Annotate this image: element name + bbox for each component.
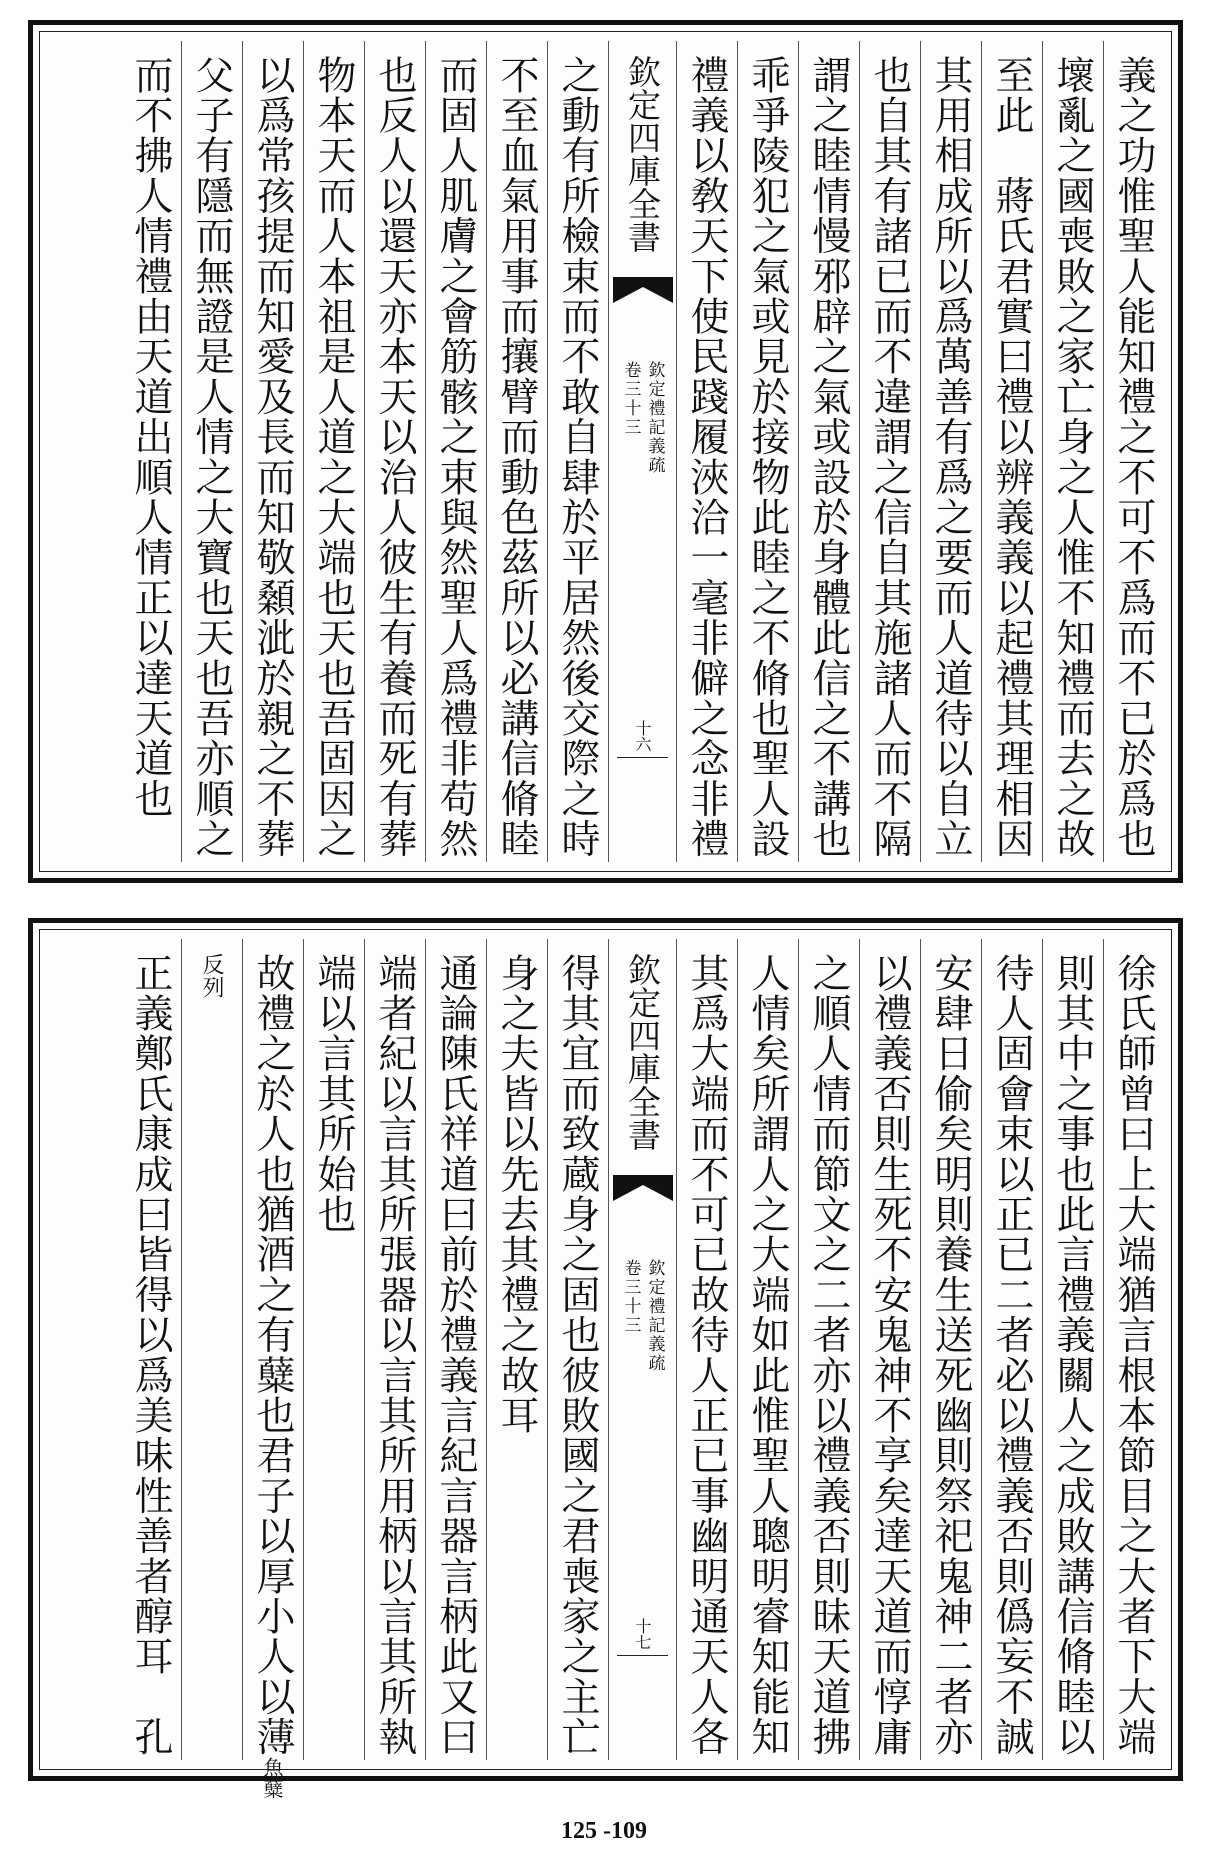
text-column: 正義鄭氏康成曰皆得以爲美味性善者醇耳 孔 [128, 953, 173, 1757]
text-columns-top [47, 41, 1164, 862]
text-column: 之順人情而節文之二者亦以禮義否則昧天道拂 [798, 939, 859, 1760]
text-column: 安肆日偷矣明則養生送死幽則祭祀鬼神二者亦 [920, 939, 981, 1760]
leaf-rule [617, 757, 668, 758]
text-column: 以爲常孩提而知愛及長而知敬顙泚於親之不葬 [242, 41, 303, 862]
book-title: 欽定四庫全書 [623, 953, 662, 1151]
fishtail-mark-icon [613, 1175, 673, 1201]
text-column: 謂之睦情慢邪辟之氣或設於身體此信之不講也 [798, 41, 859, 862]
text-column: 身之夫皆以先去其禮之故耳 [486, 939, 547, 1760]
page-panel-top [28, 20, 1183, 883]
text-run: 故禮之於人也猶酒之有糵也君子以厚小人以薄 [250, 953, 295, 1757]
page-panel-bottom [28, 918, 1183, 1800]
text-column: 禮義以敎天下使民踐履浹洽一毫非僻之念非禮 [676, 41, 737, 862]
text-column: 父子有隱而無證是人情之大寶也天也吾亦順之 [181, 41, 242, 862]
text-column: 徐氏師曾曰上大端猶言根本節目之大者下大端 [1103, 939, 1164, 1760]
sub-title: 欽定禮記義疏 [644, 1259, 665, 1373]
leaf-number: 十六 [633, 720, 652, 752]
text-column: 得其宜而致蔵身之固也彼敗國之君喪家之主亡 [547, 939, 608, 1760]
chapter-info [613, 361, 672, 475]
text-column [242, 939, 303, 1800]
text-column: 通論陳氏祥道曰前於禮義言紀言器言柄此又曰 [425, 939, 486, 1760]
pronunciation-note: 反列 [199, 953, 224, 1000]
text-column: 而不拂人情禮由天道出順人情正以達天道也 [128, 55, 173, 819]
center-fold-column [608, 41, 676, 862]
text-columns-bottom [47, 939, 1164, 1800]
page-number: 125 -109 [561, 1818, 647, 1844]
text-column: 端者紀以言其所張器以言其所用柄以言其所執 [364, 939, 425, 1760]
chapter-info [613, 1259, 672, 1373]
sub-title: 欽定禮記義疏 [644, 361, 665, 475]
text-column: 也反人以還天亦本天以治人彼生有養而死有葬 [364, 41, 425, 862]
book-title: 欽定四庫全書 [623, 55, 662, 253]
text-column: 人情矣所謂人之大端如此惟聖人聰明睿知能知 [737, 939, 798, 1760]
volume-label: 卷三十三 [620, 361, 641, 437]
text-column: 物本天而人本祖是人道之大端也天也吾固因之 [303, 41, 364, 862]
text-column: 義之功惟聖人能知禮之不可不爲而不已於爲也 [1103, 41, 1164, 862]
text-column: 之動有所檢束而不敢自肆於平居然後交際之時 [547, 41, 608, 862]
fishtail-mark-icon [613, 277, 673, 303]
text-column: 不至血氣用事而攘臂而動色茲所以必講信脩睦 [486, 41, 547, 862]
text-column: 乖爭陵犯之氣或見於接物此睦之不脩也聖人設 [737, 41, 798, 862]
text-column: 而固人肌膚之會筋骸之束與然聖人爲禮非苟然 [425, 41, 486, 862]
text-column: 待人固會束以正已二者必以禮義否則僞妄不誠 [981, 939, 1042, 1760]
text-column: 其用相成所以爲萬善有爲之要而人道待以自立 [920, 41, 981, 862]
text-column: 其爲大端而不可已故待人正已事幽明通天人各 [676, 939, 737, 1760]
center-fold-column [608, 939, 676, 1760]
leaf-rule [617, 1655, 668, 1656]
volume-label: 卷三十三 [620, 1259, 641, 1335]
text-column: 則其中之事也此言禮義關人之成敗講信脩睦以 [1042, 939, 1103, 1760]
text-column: 以禮義否則生死不安鬼神不享矣達天道而惇庸 [859, 939, 920, 1760]
text-column: 端以言其所始也 [303, 939, 364, 1760]
text-column: 壞亂之國喪敗之家亡身之人惟不知禮而去之故 [1042, 41, 1103, 862]
text-column: 也自其有諸已而不違謂之信自其施諸人而不隔 [859, 41, 920, 862]
text-column [181, 939, 242, 1760]
interlinear-note: 魚糵 [260, 1757, 284, 1800]
text-column: 至此 蔣氏君實曰禮以辨義義以起禮其理相因 [981, 41, 1042, 862]
leaf-number: 十七 [633, 1618, 652, 1650]
